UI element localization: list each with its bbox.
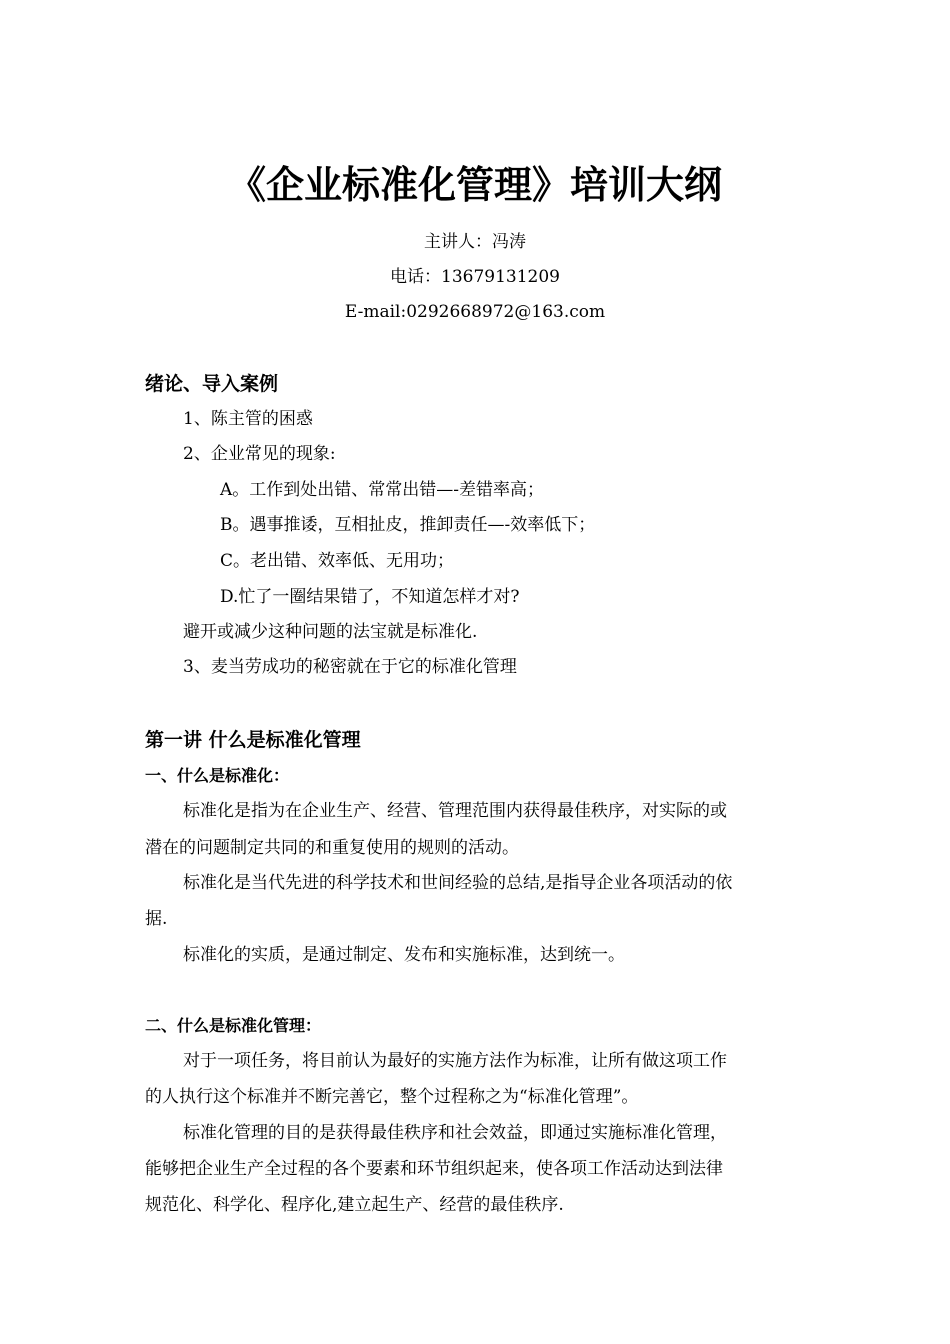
intro-item-3: 3、麦当劳成功的秘密就在于它的标准化管理 xyxy=(183,657,517,677)
section2-paragraph2-line3: 规范化、科学化、程序化,建立起生产、经营的最佳秩序. xyxy=(145,1195,564,1215)
email-line: E-mail:0292668972@163.com xyxy=(344,302,606,322)
section2-heading: 二、什么是标准化管理： xyxy=(145,1016,322,1035)
phone-line: 电话：13679131209 xyxy=(390,267,560,287)
intro-heading: 绪论、导入案例 xyxy=(145,373,279,395)
section1-paragraph1-line2: 潜在的问题制定共同的和重复使用的规则的活动。 xyxy=(145,838,519,858)
intro-sub-b: B。遇事推诿，互相扯皮，推卸责任—-效率低下； xyxy=(220,515,596,535)
section2-paragraph2-line2: 能够把企业生产全过程的各个要素和环节组织起来，使各项工作活动达到法律 xyxy=(145,1159,723,1179)
lecture1-heading: 第一讲 什么是标准化管理 xyxy=(145,729,361,751)
intro-sub-d: D.忙了一圈结果错了，不知道怎样才对? xyxy=(220,587,520,607)
section2-paragraph2-line1: 标准化管理的目的是获得最佳秩序和社会效益，即通过实施标准化管理， xyxy=(183,1123,727,1143)
section1-heading: 一、什么是标准化： xyxy=(145,766,290,785)
section1-paragraph3: 标准化的实质，是通过制定、发布和实施标准，达到统一。 xyxy=(183,945,625,965)
section1-paragraph1-line1: 标准化是指为在企业生产、经营、管理范围内获得最佳秩序，对实际的或 xyxy=(183,801,727,821)
intro-sub-c: C。老出错、效率低、无用功； xyxy=(220,551,455,571)
intro-item-1: 1、陈主管的困惑 xyxy=(183,409,313,429)
section1-paragraph2-line2: 据. xyxy=(145,909,168,929)
section2-paragraph1-line1: 对于一项任务，将目前认为最好的实施方法作为标准，让所有做这项工作 xyxy=(183,1051,727,1071)
section1-paragraph2-line1: 标准化是当代先进的科学技术和世间经验的总结,是指导企业各项活动的依 xyxy=(183,873,733,893)
intro-note: 避开或减少这种问题的法宝就是标准化. xyxy=(183,622,478,642)
section2-paragraph1-line2: 的人执行这个标准并不断完善它，整个过程称之为“标准化管理”。 xyxy=(145,1087,639,1107)
speaker-line: 主讲人：冯涛 xyxy=(424,232,526,252)
intro-sub-a: A。工作到处出错、常常出错—-差错率高； xyxy=(220,480,545,500)
document-title: 《企业标准化管理》培训大纲 xyxy=(227,163,722,207)
intro-item-2: 2、企业常见的现象: xyxy=(183,444,336,464)
